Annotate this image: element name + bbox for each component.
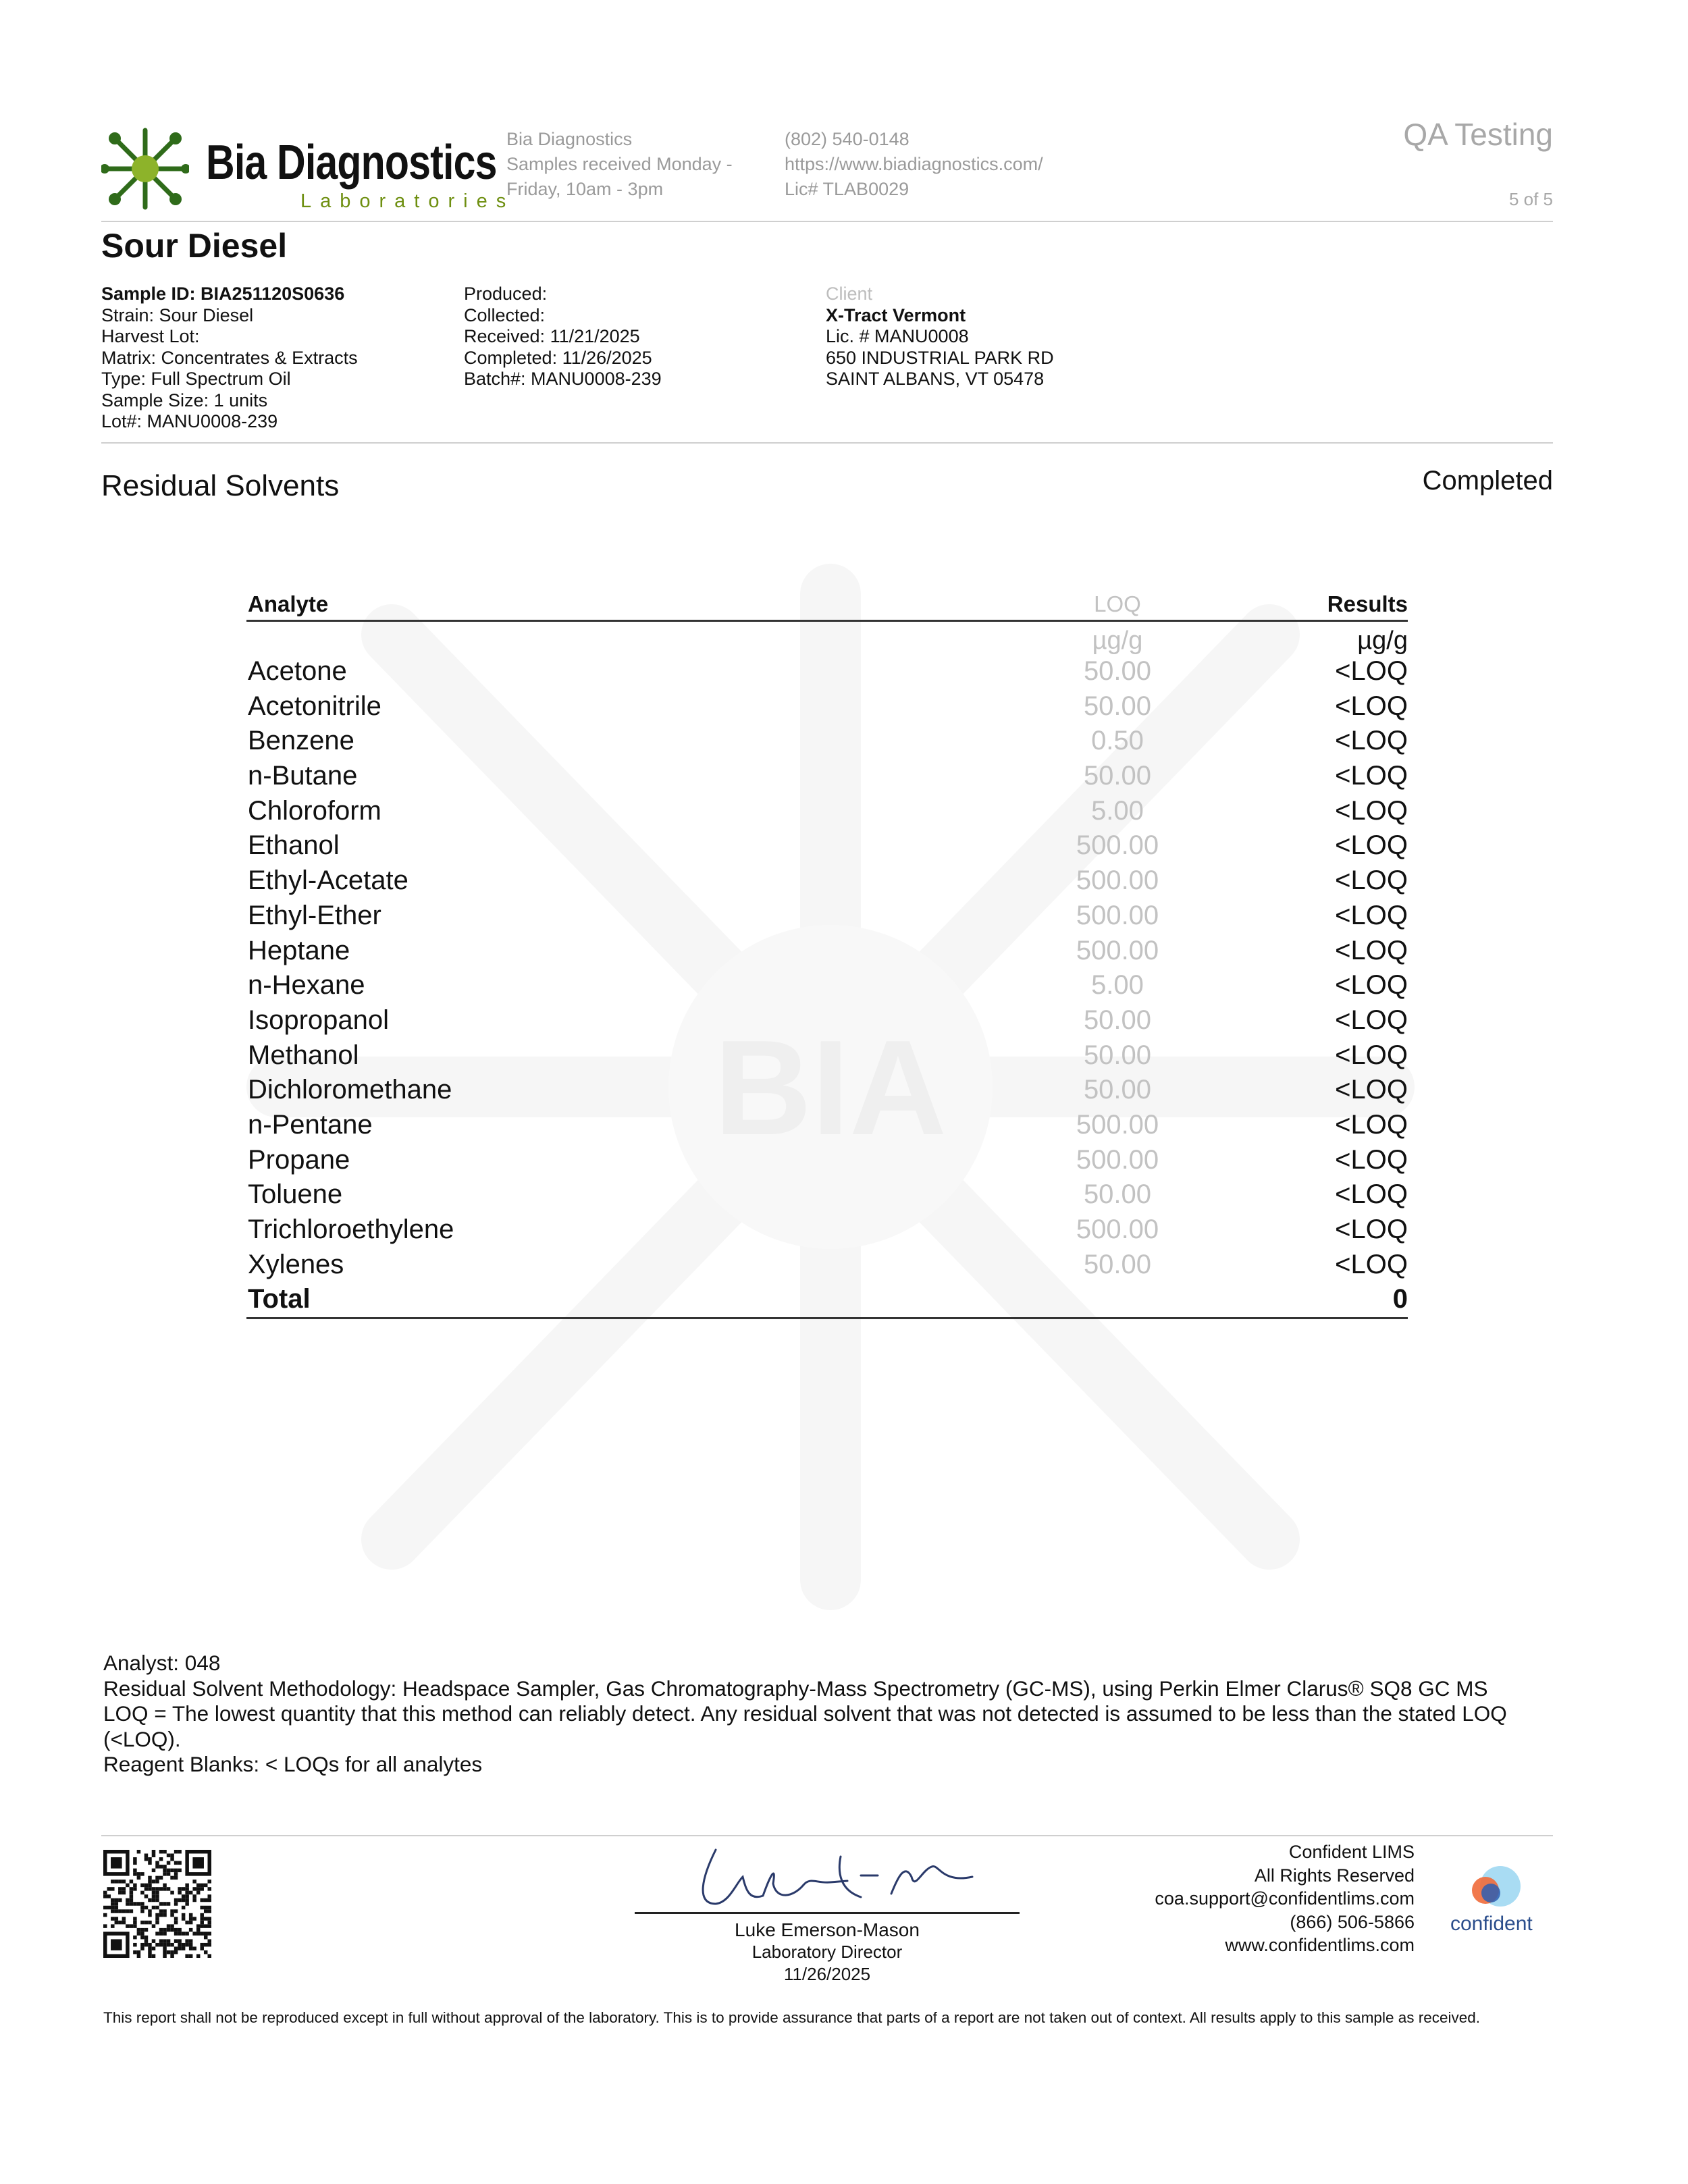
table-row: [246, 689, 1408, 724]
date-collected: Collected:: [464, 304, 546, 325]
result-cell: <LOQ: [1335, 1005, 1408, 1035]
lab-contact: [785, 127, 1043, 202]
table-row: [246, 1073, 1408, 1108]
loq-definition: LOQ = The lowest quantity that this method can reliably detect. Any residual solvent that was not detected is assumed to be less than the stated LOQ (<LOQ).: [103, 1701, 1507, 1751]
lab-phone: (802) 540-0148: [785, 129, 909, 149]
table-row: [246, 1177, 1408, 1213]
client-name: X-Tract Vermont: [826, 304, 966, 325]
analyte-cell: Propane: [248, 1144, 350, 1175]
result-cell: <LOQ: [1335, 1075, 1408, 1105]
loq-cell: 500.00: [1076, 830, 1159, 861]
table-row: [246, 899, 1408, 934]
loq-cell: 50.00: [1083, 1179, 1152, 1210]
table-body: [246, 654, 1408, 1282]
analyst: Analyst: 048: [103, 1651, 221, 1675]
table-row: [246, 968, 1408, 1003]
analyte-cell: Toluene: [248, 1179, 343, 1210]
result-cell: <LOQ: [1335, 830, 1408, 861]
analyte-cell: Heptane: [248, 935, 350, 965]
client-address: 650 INDUSTRIAL PARK RD: [826, 347, 1054, 368]
loq-cell: 50.00: [1083, 1040, 1152, 1070]
table-row: [246, 1038, 1408, 1073]
table-row: [246, 759, 1408, 794]
result-cell: <LOQ: [1335, 795, 1408, 826]
table-row: [246, 1248, 1408, 1283]
loq-cell: 500.00: [1076, 1109, 1159, 1140]
analyte-cell: Trichloroethylene: [248, 1215, 454, 1244]
client-license: Lic. # MANU0008: [826, 326, 969, 346]
confident-logo-icon: [1452, 1863, 1533, 1911]
table-row: [246, 724, 1408, 759]
sample-matrix: Matrix: Concentrates & Extracts: [101, 347, 358, 368]
analyte-cell: Acetonitrile: [248, 691, 381, 721]
client-info: [826, 284, 1054, 390]
table-row: [246, 828, 1408, 863]
lab-hours-line1: Samples received Monday -: [506, 154, 733, 174]
lims-website[interactable]: www.confidentlims.com: [1225, 1935, 1415, 1955]
product-title: Sour Diesel: [101, 227, 288, 265]
signature-icon: [675, 1836, 986, 1917]
total-label: Total: [248, 1284, 311, 1314]
section-status: Completed: [1422, 466, 1553, 496]
lims-email[interactable]: coa.support@confidentlims.com: [1155, 1888, 1415, 1909]
result-cell: <LOQ: [1335, 865, 1408, 896]
page-number: 5 of 5: [1508, 189, 1553, 209]
loq-cell: 50.00: [1083, 691, 1152, 721]
client-label: Client: [826, 284, 873, 304]
lab-info: [506, 127, 733, 202]
loq-cell: 0.50: [1091, 726, 1144, 756]
loq-cell: 5.00: [1091, 970, 1144, 1001]
bia-logo-icon: [101, 125, 189, 213]
table-header: [246, 589, 1408, 622]
method-notes: [103, 1651, 1555, 1778]
batch-number: Batch#: MANU0008-239: [464, 369, 662, 389]
analyte-cell: Dichloromethane: [248, 1075, 452, 1105]
analyte-cell: n-Hexane: [248, 970, 365, 1001]
sample-type: Type: Full Spectrum Oil: [101, 369, 291, 389]
header-results: Results: [1327, 591, 1408, 616]
analyte-cell: Xylenes: [248, 1249, 344, 1279]
total-value: 0: [1392, 1284, 1408, 1314]
sample-size: Sample Size: 1 units: [101, 390, 268, 410]
sample-info: [101, 284, 358, 433]
result-cell: <LOQ: [1335, 1144, 1408, 1175]
table-row: [246, 1213, 1408, 1248]
result-cell: <LOQ: [1335, 726, 1408, 756]
loq-cell: 50.00: [1083, 1075, 1152, 1105]
result-cell: <LOQ: [1335, 900, 1408, 930]
table-units-row: [246, 622, 1408, 654]
loq-cell: 5.00: [1091, 795, 1144, 826]
analyte-cell: Benzene: [248, 726, 354, 756]
disclaimer: This report shall not be reproduced except in full without approval of the laboratory. This is to provide assurance that parts of a report are not taken out of context. All results apply to this sample as received.: [103, 2009, 1481, 2026]
header-divider: [101, 221, 1553, 222]
dates-info: [464, 284, 662, 390]
results-table: [246, 589, 1408, 1319]
date-completed: Completed: 11/26/2025: [464, 347, 652, 368]
lims-name: Confident LIMS: [1288, 1842, 1415, 1862]
date-produced: Produced:: [464, 284, 548, 304]
report-type: QA Testing: [1403, 117, 1553, 152]
result-cell: <LOQ: [1335, 970, 1408, 1001]
table-total-row: [246, 1282, 1408, 1319]
analyte-cell: Ethyl-Ether: [248, 900, 381, 930]
table-row: [246, 863, 1408, 899]
watermark-text: BIA: [714, 1013, 947, 1163]
info-divider: [101, 442, 1553, 444]
sample-strain: Strain: Sour Diesel: [101, 304, 254, 325]
loq-cell: 50.00: [1083, 761, 1152, 791]
loq-cell: 500.00: [1076, 935, 1159, 965]
loq-cell: 50.00: [1083, 1249, 1152, 1279]
loq-cell: 500.00: [1076, 865, 1159, 896]
sample-lot: Lot#: MANU0008-239: [101, 411, 278, 431]
sample-id: Sample ID: BIA251120S0636: [101, 284, 345, 304]
signature-line: [635, 1912, 1020, 1914]
analyte-cell: Chloroform: [248, 795, 381, 826]
qr-code-icon[interactable]: [103, 1850, 211, 1958]
section-title: Residual Solvents: [101, 469, 340, 502]
result-cell: <LOQ: [1335, 1109, 1408, 1140]
lab-license: Lic# TLAB0029: [785, 179, 909, 199]
client-city: SAINT ALBANS, VT 05478: [826, 369, 1045, 389]
loq-units: µg/g: [1092, 627, 1143, 655]
table-row: [246, 794, 1408, 829]
analyte-cell: Methanol: [248, 1040, 359, 1070]
brand-name: Bia Diagnostics: [206, 136, 497, 190]
analyte-cell: Ethyl-Acetate: [248, 865, 408, 896]
date-received: Received: 11/21/2025: [464, 326, 640, 346]
table-row: [246, 654, 1408, 689]
signature-date: 11/26/2025: [783, 1964, 871, 1984]
signer-name: Luke Emerson-Mason: [735, 1919, 920, 1940]
loq-cell: 50.00: [1083, 1005, 1152, 1035]
result-cell: <LOQ: [1335, 1249, 1408, 1279]
brand-subtitle: Laboratories: [300, 190, 515, 212]
confident-logo-text: confident: [1450, 1913, 1533, 1935]
table-row: [246, 1108, 1408, 1143]
analyte-cell: Isopropanol: [248, 1005, 390, 1035]
lab-hours-line2: Friday, 10am - 3pm: [506, 179, 664, 199]
table-row: [246, 1143, 1408, 1178]
result-cell: <LOQ: [1335, 656, 1408, 686]
lims-info: [1155, 1840, 1415, 1957]
methodology: Residual Solvent Methodology: Headspace Sampler, Gas Chromatography-Mass Spectrometry (GC-MS), using Perkin Elmer Clarus® SQ8 GC MS: [103, 1676, 1488, 1701]
lab-name: Bia Diagnostics: [506, 129, 633, 149]
loq-cell: 500.00: [1076, 1144, 1159, 1175]
reagent-blanks: Reagent Blanks: < LOQs for all analytes: [103, 1752, 483, 1776]
table-row: [246, 1003, 1408, 1038]
analyte-cell: Acetone: [248, 656, 347, 686]
lab-website: https://www.biadiagnostics.com/: [785, 154, 1043, 174]
header-analyte: Analyte: [248, 591, 329, 616]
table-row: [246, 934, 1408, 969]
result-cell: <LOQ: [1335, 691, 1408, 721]
result-cell: <LOQ: [1335, 1179, 1408, 1210]
loq-cell: 500.00: [1076, 900, 1159, 930]
lims-rights: All Rights Reserved: [1254, 1865, 1415, 1886]
sample-harvest-lot: Harvest Lot:: [101, 326, 200, 346]
signer-role: Laboratory Director: [751, 1942, 903, 1962]
results-units: µg/g: [1357, 627, 1408, 655]
result-cell: <LOQ: [1335, 1040, 1408, 1070]
loq-cell: 50.00: [1083, 656, 1152, 686]
lims-phone: (866) 506-5866: [1290, 1911, 1415, 1932]
analyte-cell: n-Pentane: [248, 1109, 373, 1140]
result-cell: <LOQ: [1335, 1215, 1408, 1244]
header-loq: LOQ: [1094, 591, 1141, 616]
analyte-cell: Ethanol: [248, 830, 340, 861]
result-cell: <LOQ: [1335, 935, 1408, 965]
result-cell: <LOQ: [1335, 761, 1408, 791]
signature-block: [635, 1919, 1020, 1986]
loq-cell: 500.00: [1076, 1215, 1159, 1244]
analyte-cell: n-Butane: [248, 761, 358, 791]
